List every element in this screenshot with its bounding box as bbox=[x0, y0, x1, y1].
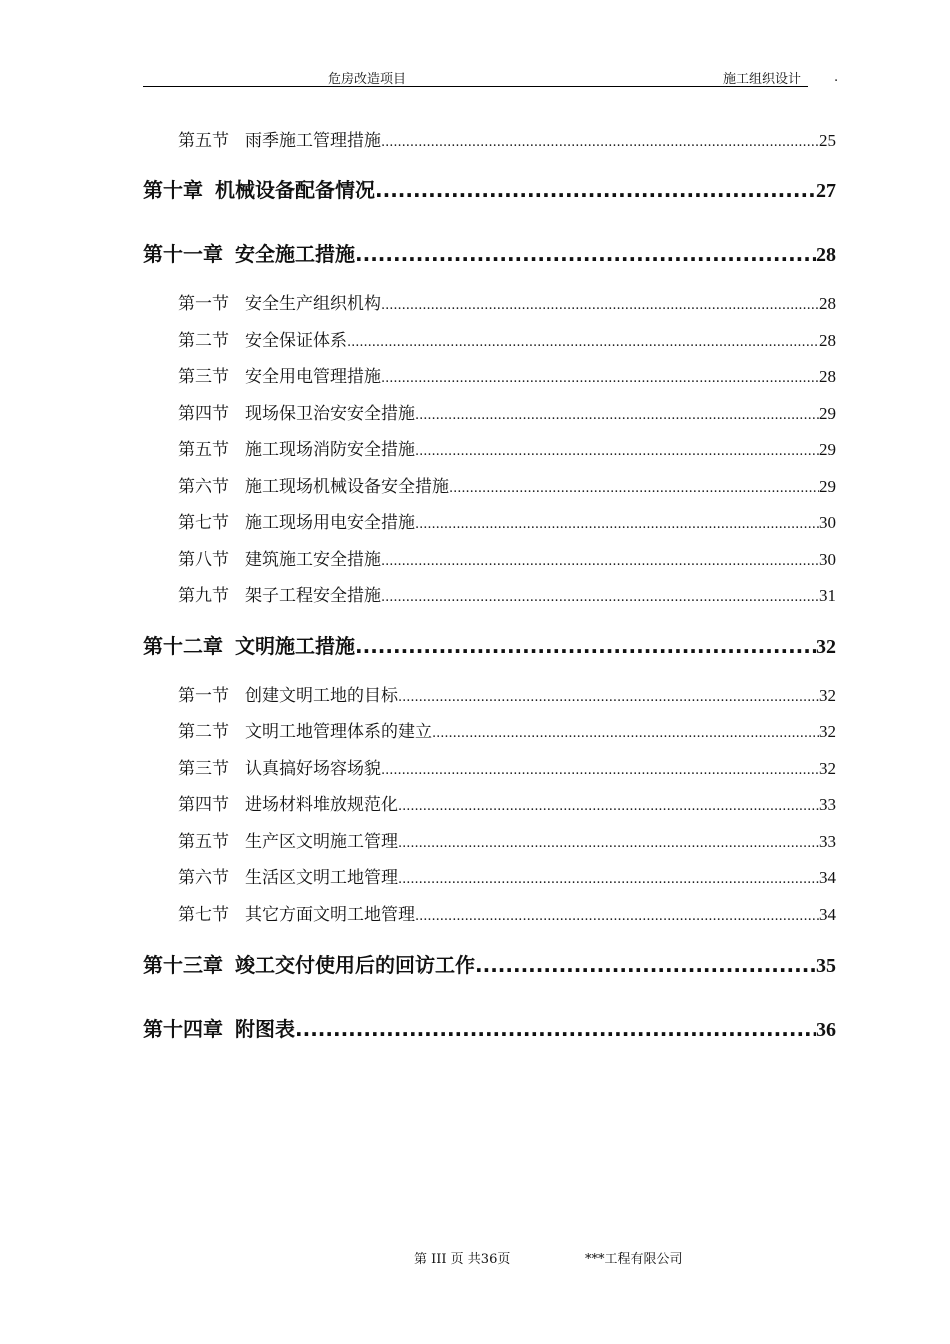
toc-entry-page-number: 29 bbox=[819, 404, 836, 423]
toc-section-entry[interactable] bbox=[178, 545, 836, 569]
toc-section-entry[interactable] bbox=[178, 754, 836, 778]
toc-dot-leader bbox=[381, 371, 819, 386]
toc-entry-page-number: 28 bbox=[816, 244, 836, 266]
toc-dot-leader bbox=[449, 481, 819, 496]
toc-section-entry[interactable] bbox=[178, 289, 836, 313]
toc-chapter-entry[interactable] bbox=[143, 949, 836, 977]
toc-dot-leader bbox=[415, 444, 819, 459]
toc-entry-title: 建筑施工安全措施 bbox=[245, 550, 381, 569]
toc-entry-page-number: 31 bbox=[819, 586, 836, 605]
toc-entry-number: 第十三章 bbox=[143, 953, 223, 977]
toc-section-entry[interactable] bbox=[178, 717, 836, 741]
toc-dot-leader bbox=[398, 872, 819, 887]
toc-entry-page-number: 34 bbox=[819, 905, 836, 924]
toc-entry-page-number: 33 bbox=[819, 832, 836, 851]
toc-section-entry[interactable] bbox=[178, 581, 836, 605]
toc-entry-page-number: 32 bbox=[819, 686, 836, 705]
toc-entry-title: 施工现场消防安全措施 bbox=[245, 440, 415, 459]
toc-entry-number: 第六节 bbox=[178, 477, 229, 496]
toc-entry-number: 第四节 bbox=[178, 795, 229, 814]
toc-section-entry[interactable] bbox=[178, 362, 836, 386]
footer-company: ***工程有限公司 bbox=[585, 1252, 683, 1267]
toc-entry-title: 施工现场机械设备安全措施 bbox=[245, 477, 449, 496]
toc-dot-leader bbox=[355, 242, 816, 266]
toc-entry-page-number: 28 bbox=[819, 367, 836, 386]
toc-dot-leader bbox=[295, 1017, 816, 1041]
toc-entry-title: 文明工地管理体系的建立 bbox=[245, 722, 432, 741]
toc-entry-number: 第十一章 bbox=[143, 242, 223, 266]
toc-entry-title: 施工现场用电安全措施 bbox=[245, 513, 415, 532]
toc-entry-number: 第三节 bbox=[178, 759, 229, 778]
toc-entry-page-number: 32 bbox=[816, 636, 836, 658]
header-project-name: 危房改造项目 bbox=[328, 72, 407, 87]
toc-section-entry[interactable] bbox=[178, 790, 836, 814]
toc-entry-title: 架子工程安全措施 bbox=[245, 586, 381, 605]
toc-entry-number: 第三节 bbox=[178, 367, 229, 386]
toc-entry-title: 创建文明工地的目标 bbox=[245, 686, 398, 705]
toc-entry-title: 认真搞好场容场貌 bbox=[245, 759, 381, 778]
toc-entry-title: 文明施工措施 bbox=[235, 634, 355, 658]
toc-dot-leader bbox=[355, 634, 816, 658]
toc-entry-number: 第九节 bbox=[178, 586, 229, 605]
toc-section-entry[interactable] bbox=[178, 126, 836, 150]
toc-entry-number: 第十二章 bbox=[143, 634, 223, 658]
toc-dot-leader bbox=[398, 836, 819, 851]
toc-section-entry[interactable] bbox=[178, 472, 836, 496]
toc-entry-title: 机械设备配备情况 bbox=[215, 178, 375, 202]
toc-entry-number: 第八节 bbox=[178, 550, 229, 569]
toc-section-entry[interactable] bbox=[178, 681, 836, 705]
toc-dot-leader bbox=[375, 178, 816, 202]
toc-dot-leader bbox=[415, 517, 819, 532]
toc-entry-title: 生活区文明工地管理 bbox=[245, 868, 398, 887]
toc-entry-page-number: 30 bbox=[819, 513, 836, 532]
toc-entry-number: 第二节 bbox=[178, 722, 229, 741]
toc-entry-title: 竣工交付使用后的回访工作 bbox=[235, 953, 475, 977]
toc-dot-leader bbox=[475, 953, 816, 977]
toc-dot-leader bbox=[432, 726, 819, 741]
toc-entry-number: 第七节 bbox=[178, 513, 229, 532]
toc-entry-title: 安全保证体系 bbox=[245, 331, 347, 350]
toc-entry-number: 第五节 bbox=[178, 440, 229, 459]
toc-entry-page-number: 33 bbox=[819, 795, 836, 814]
page-header bbox=[143, 66, 837, 86]
toc-dot-leader bbox=[415, 909, 819, 924]
header-document-title: 施工组织设计 bbox=[723, 72, 802, 87]
toc-entry-title: 安全生产组织机构 bbox=[245, 294, 381, 313]
toc-entry-number: 第十四章 bbox=[143, 1017, 223, 1041]
footer-page-number: 第 III 页 共36页 bbox=[414, 1252, 511, 1267]
toc-entry-page-number: 25 bbox=[819, 131, 836, 150]
toc-entry-number: 第一节 bbox=[178, 294, 229, 313]
toc-entry-page-number: 28 bbox=[819, 331, 836, 350]
toc-section-entry[interactable] bbox=[178, 435, 836, 459]
toc-chapter-entry[interactable] bbox=[143, 1013, 836, 1041]
toc-dot-leader bbox=[347, 335, 819, 350]
toc-dot-leader bbox=[415, 408, 819, 423]
toc-section-entry[interactable] bbox=[178, 863, 836, 887]
toc-section-entry[interactable] bbox=[178, 326, 836, 350]
toc-section-entry[interactable] bbox=[178, 827, 836, 851]
toc-entry-page-number: 28 bbox=[819, 294, 836, 313]
toc-entry-page-number: 35 bbox=[816, 955, 836, 977]
header-rule bbox=[143, 86, 808, 87]
toc-entry-number: 第一节 bbox=[178, 686, 229, 705]
toc-entry-title: 安全施工措施 bbox=[235, 242, 355, 266]
toc-entry-number: 第七节 bbox=[178, 905, 229, 924]
toc-chapter-entry[interactable] bbox=[143, 238, 836, 266]
toc-dot-leader bbox=[381, 763, 819, 778]
toc-entry-number: 第二节 bbox=[178, 331, 229, 350]
toc-entry-number: 第十章 bbox=[143, 178, 203, 202]
toc-section-entry[interactable] bbox=[178, 399, 836, 423]
toc-entry-page-number: 32 bbox=[819, 722, 836, 741]
toc-dot-leader bbox=[381, 590, 819, 605]
toc-dot-leader bbox=[381, 135, 819, 150]
toc-dot-leader bbox=[381, 554, 819, 569]
toc-entry-page-number: 29 bbox=[819, 440, 836, 459]
toc-entry-title: 其它方面文明工地管理 bbox=[245, 905, 415, 924]
toc-entry-title: 现场保卫治安安全措施 bbox=[245, 404, 415, 423]
toc-entry-title: 雨季施工管理措施 bbox=[245, 131, 381, 150]
toc-entry-title: 进场材料堆放规范化 bbox=[245, 795, 398, 814]
toc-dot-leader bbox=[398, 690, 819, 705]
toc-entry-title: 安全用电管理措施 bbox=[245, 367, 381, 386]
toc-entry-page-number: 27 bbox=[816, 180, 836, 202]
header-mark: . bbox=[834, 70, 839, 85]
toc-entry-title: 附图表 bbox=[235, 1017, 295, 1041]
toc-entry-number: 第四节 bbox=[178, 404, 229, 423]
toc-entry-number: 第六节 bbox=[178, 868, 229, 887]
toc-entry-page-number: 30 bbox=[819, 550, 836, 569]
toc-entry-page-number: 36 bbox=[816, 1019, 836, 1041]
toc-entry-title: 生产区文明施工管理 bbox=[245, 832, 398, 851]
toc-dot-leader bbox=[398, 799, 819, 814]
toc-dot-leader bbox=[381, 298, 819, 313]
toc-chapter-entry[interactable] bbox=[143, 630, 836, 658]
toc-section-entry[interactable] bbox=[178, 508, 836, 532]
toc-entry-number: 第五节 bbox=[178, 131, 229, 150]
toc-entry-page-number: 34 bbox=[819, 868, 836, 887]
toc-entry-page-number: 32 bbox=[819, 759, 836, 778]
toc-chapter-entry[interactable] bbox=[143, 174, 836, 202]
toc-entry-number: 第五节 bbox=[178, 832, 229, 851]
toc-entry-page-number: 29 bbox=[819, 477, 836, 496]
toc-section-entry[interactable] bbox=[178, 900, 836, 924]
